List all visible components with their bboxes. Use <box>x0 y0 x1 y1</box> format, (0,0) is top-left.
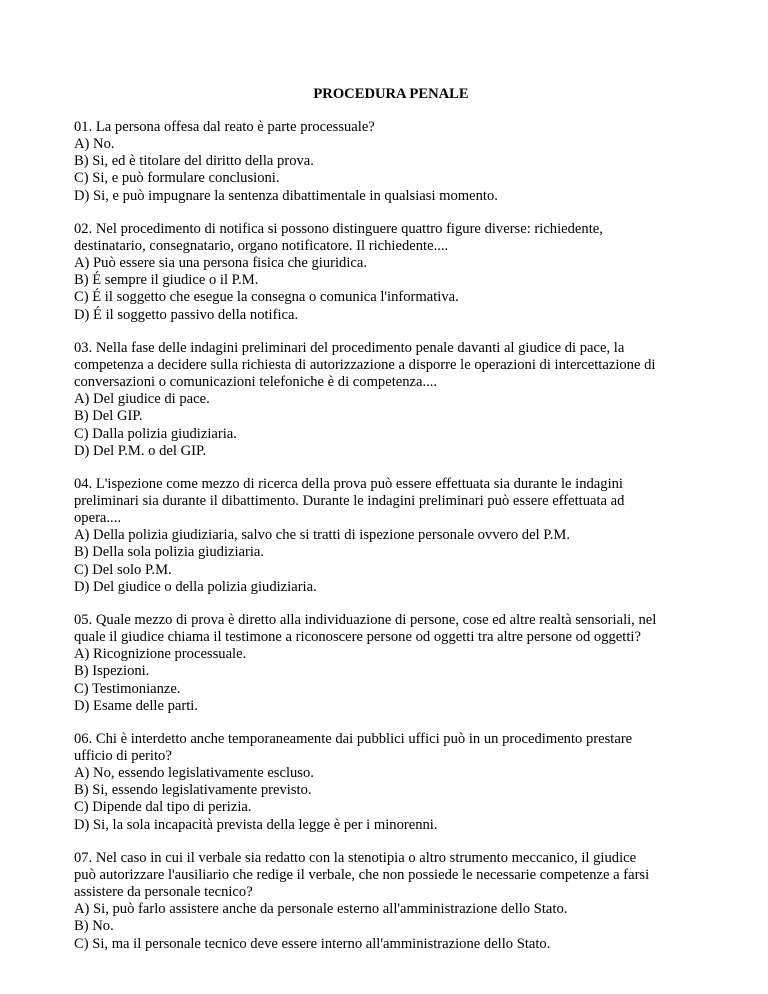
question-line: C) Si, e può formulare conclusioni. <box>74 170 280 187</box>
question-line: D) Si, la sola incapacità prevista della legge è per i minorenni. <box>74 816 438 833</box>
question-block <box>74 731 708 834</box>
question-block <box>74 476 708 596</box>
question-block <box>74 850 708 953</box>
question-line: destinatario, consegnatario, organo notificatore. Il richiedente.... <box>74 237 449 254</box>
question-line: B) Del GIP. <box>74 408 143 425</box>
question-line: C) Testimonianze. <box>74 680 181 697</box>
question-text-line: 02. Nel procedimento di notifica si possono distinguere quattro figure diverse: richiedente, <box>74 220 603 237</box>
question-line: A) No, essendo legislativamente escluso. <box>74 765 314 782</box>
question-line: può autorizzare l'ausiliario che redige il verbale, che non possiede le necessarie competenze a farsi <box>74 866 650 883</box>
question-block <box>74 612 708 715</box>
question-text-line: 01. La persona offesa dal reato è parte processuale? <box>74 119 375 135</box>
question-line: D) Del giudice o della polizia giudiziaria. <box>74 578 317 595</box>
question-line: D) Del P.M. o del GIP. <box>74 442 207 459</box>
question-line: C) Del solo P.M. <box>74 561 172 578</box>
question-line: B) Ispezioni. <box>74 663 150 680</box>
question-line: B) É sempre il giudice o il P.M. <box>74 272 259 289</box>
question-line: A) No. <box>74 136 115 153</box>
question-line: B) No. <box>74 918 114 935</box>
question-line: C) Dipende dal tipo di perizia. <box>74 799 252 816</box>
question-line: D) Esame delle parti. <box>74 697 198 714</box>
question-line: opera.... <box>74 510 122 527</box>
question-line: C) Si, ma il personale tecnico deve essere interno all'amministrazione dello Stato. <box>74 935 551 952</box>
question-line: D) Si, e può impugnare la sentenza dibattimentale in qualsiasi momento. <box>74 187 498 204</box>
question-text-line: 03. Nella fase delle indagini preliminari del procedimento penale davanti al giudice di pace, la <box>74 339 625 356</box>
question-line: ufficio di perito? <box>74 748 172 764</box>
question-line: A) Della polizia giudiziaria, salvo che si tratti di ispezione personale ovvero del P.M. <box>74 527 571 544</box>
question-line: A) Può essere sia una persona fisica che giuridica. <box>74 255 367 272</box>
question-block <box>74 340 708 460</box>
question-line: B) Della sola polizia giudiziaria. <box>74 544 265 561</box>
question-line: preliminari sia durante il dibattimento. Durante le indagini preliminari può essere effettuata ad <box>74 492 625 509</box>
question-line: C) Dalla polizia giudiziaria. <box>74 425 237 442</box>
question-line: C) É il soggetto che esegue la consegna o comunica l'informativa. <box>74 289 459 306</box>
question-line: competenza a decidere sulla richiesta di autorizzazione a disporre le operazioni di intercettazione di <box>74 356 656 373</box>
question-line: quale il giudice chiama il testimone a riconoscere persone od oggetti tra altre persone od oggetti? <box>74 629 641 646</box>
question-line: B) Si, ed è titolare del diritto della prova. <box>74 153 314 170</box>
question-block <box>74 119 708 205</box>
question-text-line: 04. L'ispezione come mezzo di ricerca della prova può essere effettuata sia durante le indagini <box>74 475 623 492</box>
question-line: conversazioni o comunicazioni telefoniche è di competenza.... <box>74 374 438 391</box>
question-line: A) Ricognizione processuale. <box>74 646 247 663</box>
question-text-line: 05. Quale mezzo di prova è diretto alla individuazione di persone, cose ed altre realtà sensoriali, nel <box>74 611 657 628</box>
question-line: D) É il soggetto passivo della notifica. <box>74 306 299 323</box>
question-list <box>74 119 708 953</box>
question-line: A) Si, può farlo assistere anche da personale esterno all'amministrazione dello Stato. <box>74 901 568 918</box>
question-text-line: 07. Nel caso in cui il verbale sia redatto con la stenotipia o altro strumento meccanico, il giudice <box>74 849 637 866</box>
question-line: B) Si, essendo legislativamente previsto. <box>74 782 312 799</box>
question-block <box>74 221 708 324</box>
question-line: assistere da personale tecnico? <box>74 884 253 901</box>
question-line: A) Del giudice di pace. <box>74 391 210 408</box>
question-text-line: 06. Chi è interdetto anche temporaneamente dai pubblici uffici può in un procedimento prestare <box>74 730 633 747</box>
document-title: PROCEDURA PENALE <box>313 86 469 102</box>
